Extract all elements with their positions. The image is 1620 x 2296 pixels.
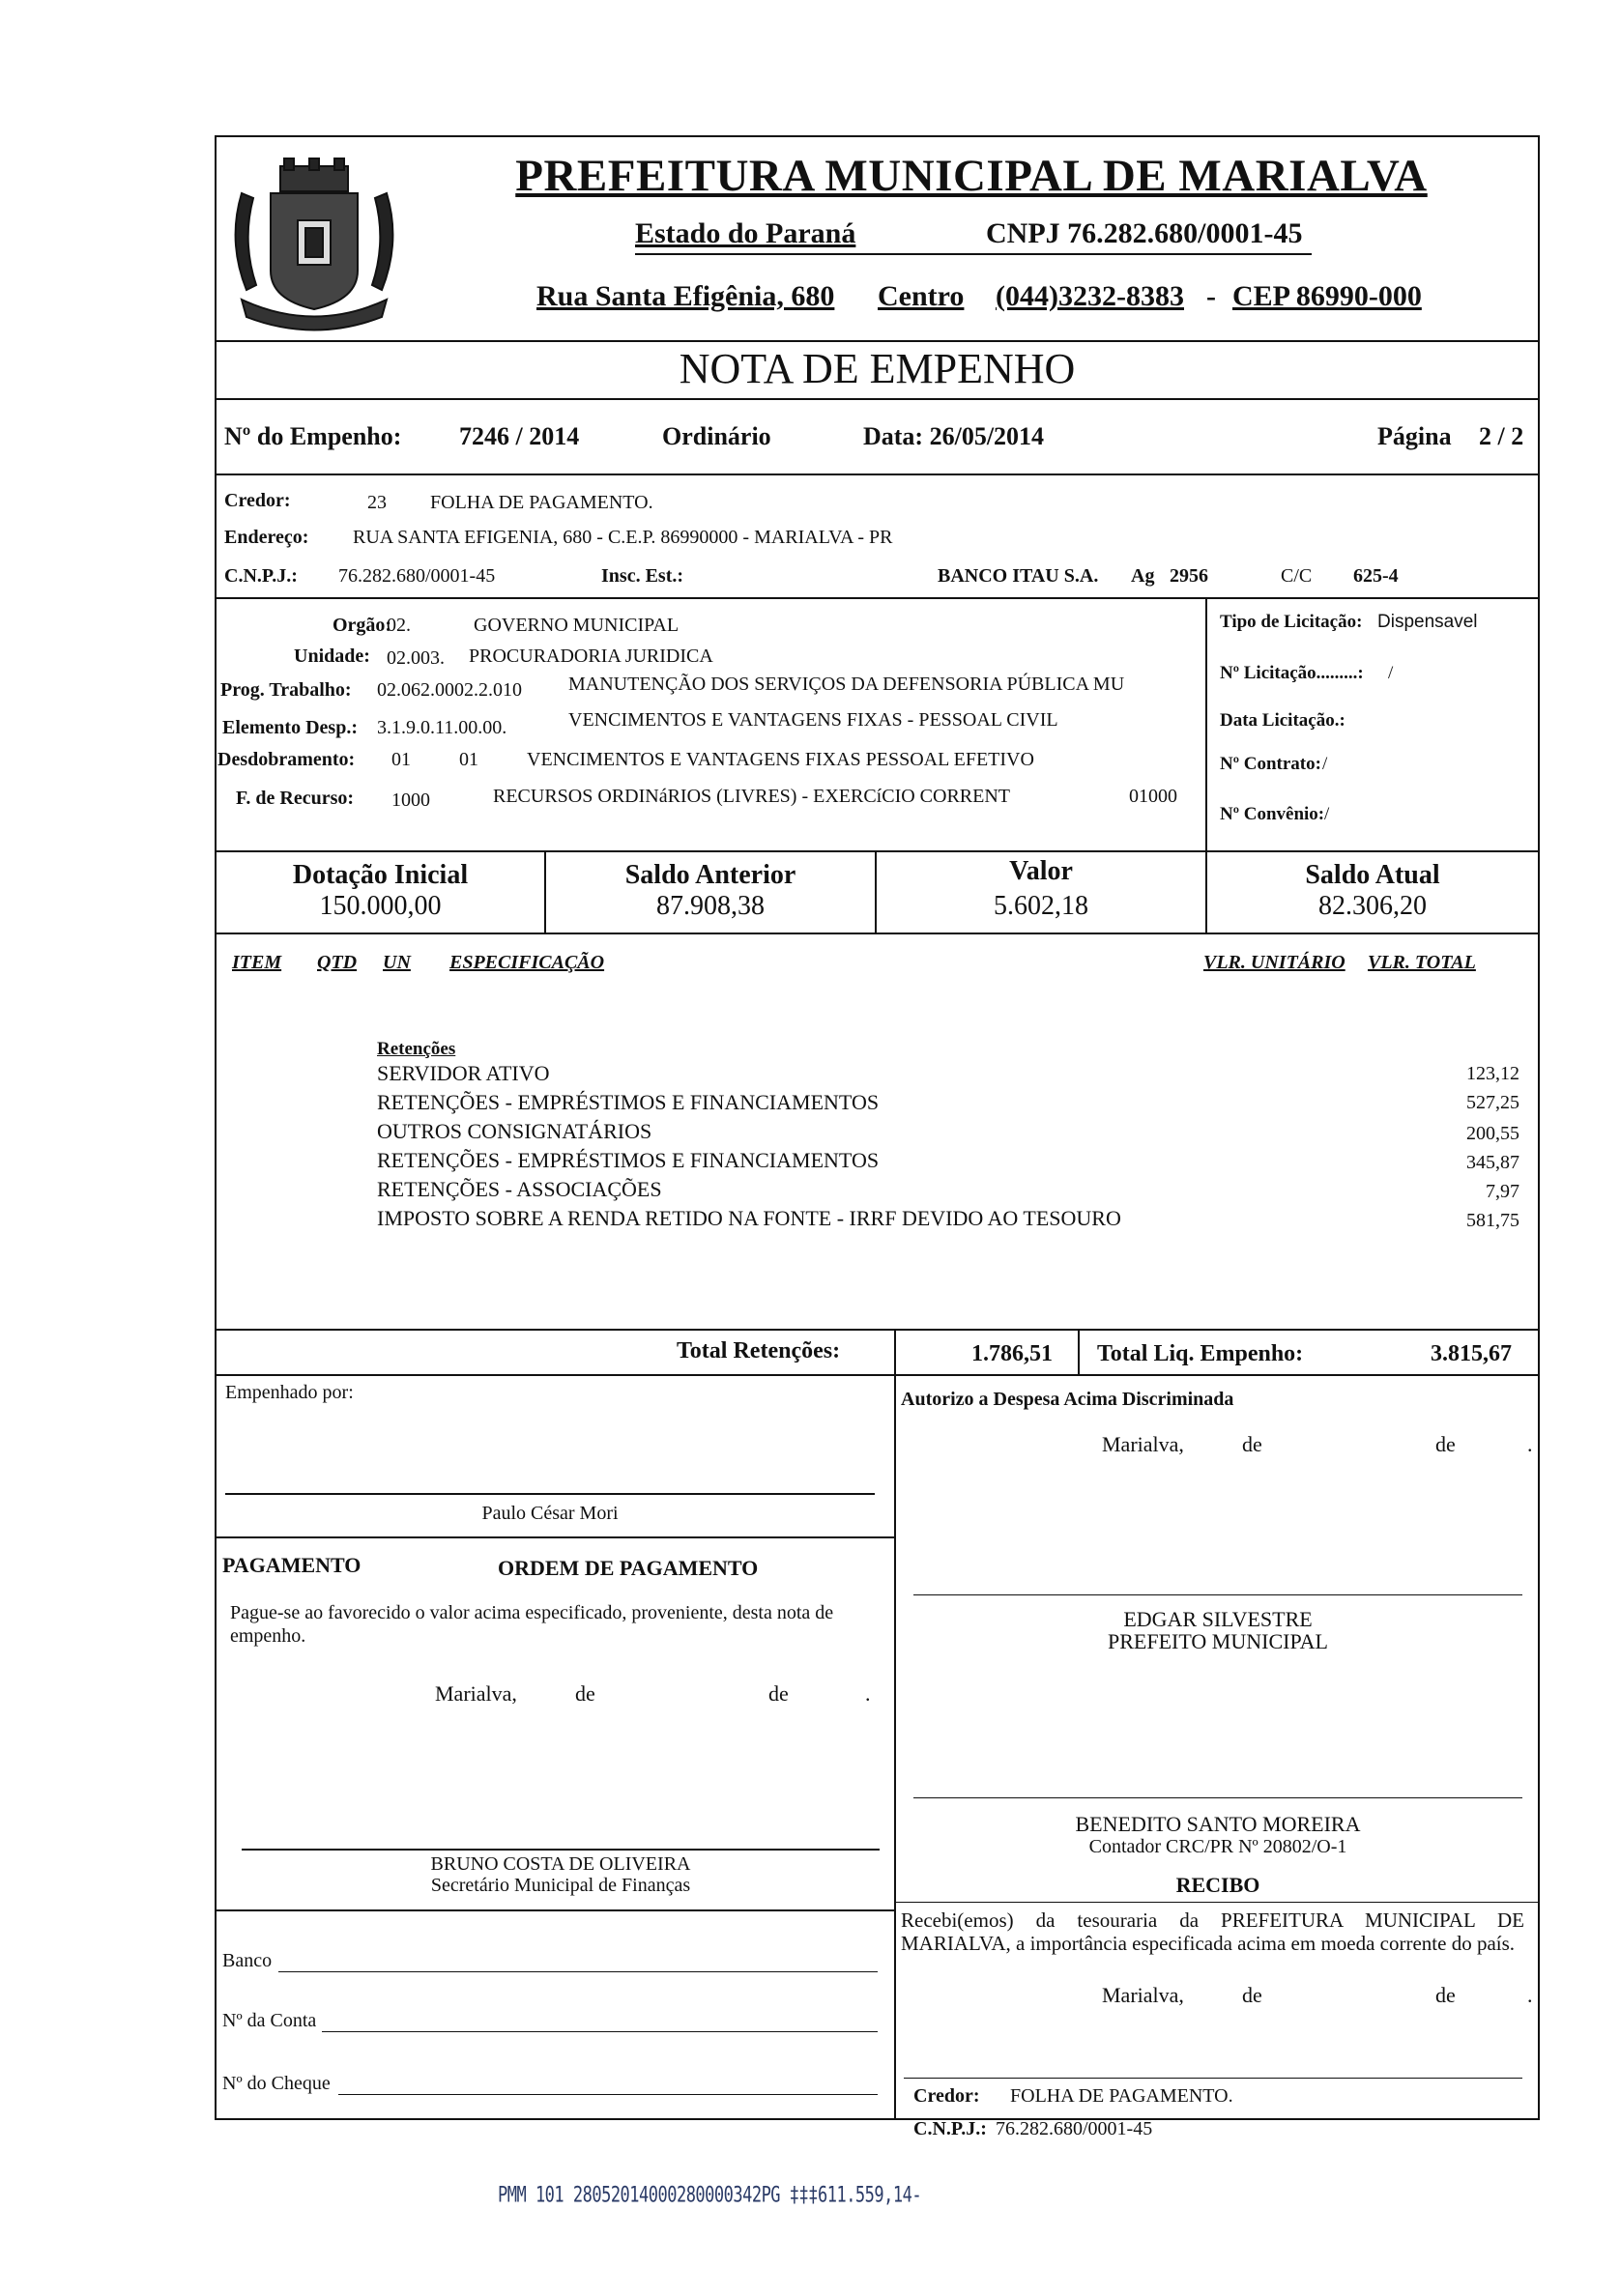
divider (894, 1902, 1540, 1903)
recurso-code: 1000 (391, 789, 430, 811)
credor-cnpj: 76.282.680/0001-45 (338, 565, 496, 587)
account-number: 625-4 (1353, 565, 1399, 587)
divider-vertical (1078, 1329, 1080, 1374)
col-unit-value: VLR. UNITÁRIO (1203, 952, 1345, 973)
address-label: Endereço: (224, 527, 309, 548)
signature-line (225, 1493, 875, 1495)
ordem-pagamento-text: Pague-se ao favorecido o valor acima especificado, proveniente, desta nota de empenho. (230, 1602, 834, 1647)
recurso-label: F. de Recurso: (236, 788, 355, 809)
banco-field[interactable] (278, 1971, 878, 1972)
dotacao-inicial-label: Dotação Inicial (292, 860, 469, 890)
desdobramento-label: Desdobramento: (217, 749, 356, 770)
account-label: C/C (1281, 565, 1313, 587)
header-phone: (044)3232-8383 (996, 280, 1184, 312)
contrato-label: Nº Contrato: (1220, 754, 1321, 774)
recibo-credor-label: Credor: (913, 2085, 980, 2107)
retencoes-title: Retenções (377, 1039, 456, 1059)
elemento-code: 3.1.9.0.11.00.00. (377, 717, 507, 738)
list-item-value: 123,12 (1466, 1063, 1519, 1084)
total-retencoes-value: 1.786,51 (971, 1341, 1053, 1366)
contador-role: Contador CRC/PR Nº 20802/O-1 (1088, 1836, 1347, 1857)
unidade-name: PROCURADORIA JURIDICA (469, 646, 713, 667)
signature-line (913, 1594, 1522, 1595)
recibo-cnpj: 76.282.680/0001-45 (996, 2118, 1153, 2139)
signature-line (904, 2078, 1522, 2079)
date-de: de (1435, 1983, 1456, 2007)
list-item-value: 200,55 (1466, 1123, 1519, 1144)
list-item: IMPOSTO SOBRE A RENDA RETIDO NA FONTE - IRRF DEVIDO AO TESOURO (377, 1206, 1121, 1230)
list-item: RETENÇÕES - EMPRÉSTIMOS E FINANCIAMENTOS (377, 1090, 880, 1114)
document-title: NOTA DE EMPENHO (679, 345, 1076, 392)
state-name: Estado do Paraná (635, 217, 856, 249)
prog-trabalho-desc: MANUTENÇÃO DOS SERVIÇOS DA DEFENSORIA PÚBLICA MU (568, 674, 1125, 695)
header-cep: CEP 86990-000 (1232, 280, 1422, 312)
date-dot: . (865, 1681, 871, 1706)
empenho-number-label: Nº do Empenho: (224, 422, 402, 450)
saldo-atual-label: Saldo Atual (1305, 860, 1440, 890)
elemento-label: Elemento Desp.: (222, 717, 358, 738)
agency-label: Ag (1131, 565, 1155, 587)
prefeito-name: EDGAR SILVESTRE (1123, 1607, 1313, 1631)
list-item: RETENÇÕES - EMPRÉSTIMOS E FINANCIAMENTOS (377, 1148, 880, 1172)
licitacao-type: Dispensavel (1377, 612, 1478, 632)
bank-name: BANCO ITAU S.A. (938, 565, 1099, 587)
divider-vertical (894, 1374, 896, 2120)
unidade-code: 02.003. (387, 647, 445, 669)
frame-bottom (215, 2118, 1540, 2120)
total-liquido-label: Total Liq. Empenho: (1097, 1341, 1304, 1366)
city: Marialva, (1102, 1983, 1184, 2007)
orgao-label: Orgão: (333, 615, 392, 636)
col-qtd: QTD (317, 952, 358, 973)
empenho-date: Data: 26/05/2014 (863, 422, 1045, 450)
city: Marialva, (435, 1681, 517, 1706)
pagamento-label: PAGAMENTO (222, 1553, 362, 1577)
empenhado-por-name: Paulo César Mori (481, 1503, 619, 1524)
banco-label: Banco (222, 1950, 273, 1971)
desdobramento-code2: 01 (459, 749, 478, 770)
contrato-value: / (1322, 754, 1328, 774)
page-label: Página (1377, 422, 1452, 450)
credor-code: 23 (367, 492, 387, 513)
licitacao-type-label: Tipo de Licitação: (1220, 612, 1363, 632)
credor-label: Credor: (224, 490, 291, 511)
licitacao-number: / (1388, 663, 1394, 683)
cnpj-label: C.N.P.J.: (224, 565, 298, 587)
divider-vertical (1205, 597, 1207, 850)
licitacao-date-label: Data Licitação.: (1220, 710, 1345, 731)
list-item-value: 581,75 (1466, 1210, 1519, 1231)
frame-top (215, 135, 1540, 137)
footer-code: PMM 101 28052014000280000342PG ‡‡‡611.559,14- (498, 2183, 922, 2208)
licitacao-number-label: Nº Licitação.........: (1220, 663, 1364, 683)
signature-line (913, 1797, 1522, 1798)
desdobramento-code1: 01 (391, 749, 411, 770)
secretario-name: BRUNO COSTA DE OLIVEIRA (430, 1853, 691, 1875)
prefeito-role: PREFEITO MUNICIPAL (1108, 1629, 1328, 1653)
cheque-label: Nº do Cheque (222, 2073, 331, 2094)
desdobramento-desc: VENCIMENTOS E VANTAGENS FIXAS PESSOAL EFETIVO (527, 749, 1034, 770)
frame-right (1538, 135, 1540, 2120)
header-district: Centro (878, 280, 965, 312)
date-de: de (1242, 1983, 1262, 2007)
col-un: UN (383, 952, 411, 973)
recibo-title: RECIBO (1175, 1873, 1260, 1897)
date-de: de (575, 1681, 595, 1706)
insc-est-label: Insc. Est.: (601, 565, 684, 587)
autorizo-label: Autorizo a Despesa Acima Discriminada (901, 1389, 1234, 1410)
date-dot: . (1527, 1432, 1533, 1456)
empenho-type: Ordinário (662, 422, 771, 450)
secretario-role: Secretário Municipal de Finanças (430, 1875, 691, 1896)
list-item-value: 7,97 (1486, 1181, 1519, 1202)
signature-line (242, 1849, 880, 1851)
header-dash: - (1206, 280, 1216, 312)
cheque-field[interactable] (338, 2094, 878, 2095)
saldo-atual-value: 82.306,20 (1318, 891, 1427, 921)
divider (215, 1536, 896, 1538)
orgao-name: GOVERNO MUNICIPAL (474, 615, 680, 636)
frame-left (215, 135, 217, 2120)
divider (215, 933, 1540, 934)
list-item: OUTROS CONSIGNATÁRIOS (377, 1119, 652, 1143)
total-liquido-value: 3.815,67 (1431, 1341, 1512, 1366)
municipal-coat-of-arms-icon (222, 155, 406, 338)
saldo-anterior-label: Saldo Anterior (624, 860, 796, 890)
date-dot: . (1527, 1983, 1533, 2007)
orgao-code: 02. (387, 615, 411, 636)
ordem-pagamento-label: ORDEM DE PAGAMENTO (498, 1556, 759, 1580)
date-de: de (1242, 1432, 1262, 1456)
recurso-desc: RECURSOS ORDINáRIOS (LIVRES) - EXERCíCIO CORRENT (493, 786, 1011, 807)
col-item: ITEM (232, 952, 282, 973)
header-address: Rua Santa Efigênia, 680 (536, 280, 835, 312)
total-retencoes-label: Total Retenções: (677, 1338, 841, 1363)
col-total-value: VLR. TOTAL (1368, 952, 1476, 973)
divider (215, 1909, 896, 1911)
valor-value: 5.602,18 (994, 891, 1088, 921)
city: Marialva, (1102, 1432, 1184, 1456)
list-item: RETENÇÕES - ASSOCIAÇÕES (377, 1177, 662, 1201)
divider-vertical (894, 1329, 896, 1374)
contador-name: BENEDITO SANTO MOREIRA (1075, 1812, 1361, 1836)
empenhado-por-label: Empenhado por: (225, 1382, 354, 1403)
prog-trabalho-code: 02.062.0002.2.010 (377, 679, 522, 701)
header-cnpj: CNPJ 76.282.680/0001-45 (986, 217, 1303, 249)
organization-title: PREFEITURA MUNICIPAL DE MARIALVA (515, 151, 1428, 201)
agency-number: 2956 (1170, 565, 1208, 587)
recibo-text: Recebi(emos) da tesouraria da PREFEITURA MUNICIPAL DE MARIALVA, a importância especificada acima em moeda corrente do país. (901, 1909, 1524, 1955)
valor-label: Valor (1009, 856, 1073, 886)
divider (215, 1329, 1540, 1331)
divider (215, 474, 1540, 475)
divider (215, 597, 1540, 599)
conta-field[interactable] (322, 2031, 878, 2032)
conta-label: Nº da Conta (222, 2010, 317, 2031)
unidade-label: Unidade: (294, 646, 370, 667)
credor-address: RUA SANTA EFIGENIA, 680 - C.E.P. 86990000 - MARIALVA - PR (353, 527, 893, 548)
list-item-value: 345,87 (1466, 1152, 1519, 1173)
empenho-number: 7246 / 2014 (459, 422, 580, 450)
recurso-code2: 01000 (1129, 786, 1177, 807)
dotacao-inicial-value: 150.000,00 (319, 891, 442, 921)
list-item: SERVIDOR ATIVO (377, 1061, 550, 1085)
recibo-cnpj-label: C.N.P.J.: (913, 2118, 987, 2139)
date-de: de (768, 1681, 789, 1706)
page-number: 2 / 2 (1479, 422, 1524, 450)
saldo-anterior-value: 87.908,38 (656, 891, 765, 921)
prog-trabalho-label: Prog. Trabalho: (220, 679, 352, 701)
convenio-label: Nº Convênio: (1220, 804, 1325, 824)
recibo-credor: FOLHA DE PAGAMENTO. (1010, 2085, 1233, 2107)
divider (215, 850, 1540, 852)
divider (215, 398, 1540, 400)
date-de: de (1435, 1432, 1456, 1456)
divider (215, 1374, 1540, 1376)
col-specification: ESPECIFICAÇÃO (449, 952, 605, 973)
convenio-value: / (1324, 804, 1330, 824)
elemento-desc: VENCIMENTOS E VANTAGENS FIXAS - PESSOAL CIVIL (568, 709, 1058, 731)
credor-name: FOLHA DE PAGAMENTO. (430, 492, 653, 513)
list-item-value: 527,25 (1466, 1092, 1519, 1113)
header-underline (635, 253, 1312, 255)
